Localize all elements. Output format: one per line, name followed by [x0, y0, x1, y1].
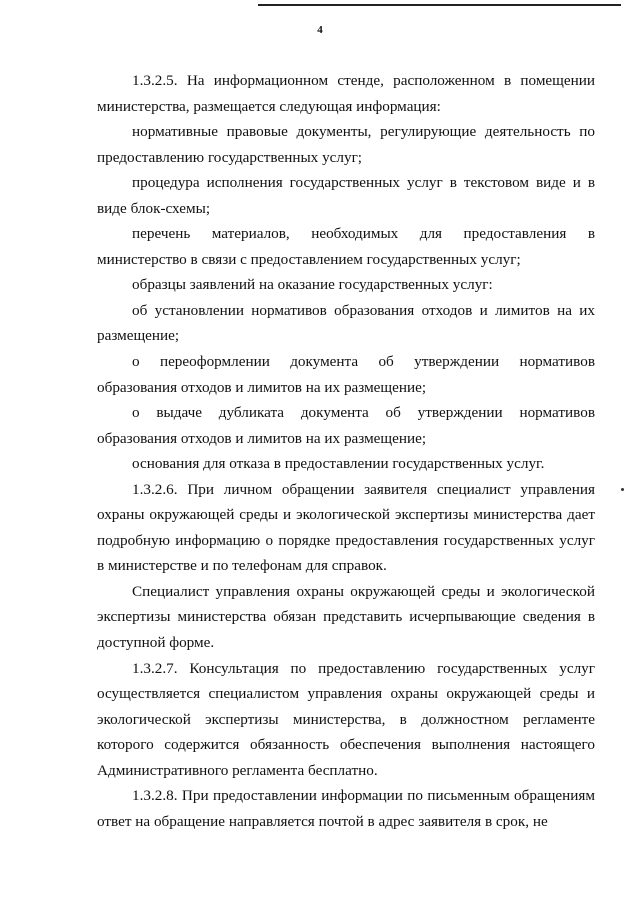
list-item-normative-documents: нормативные правовые документы, регулирующие деятельность по предоставлению государственных услуг; — [97, 123, 595, 166]
paragraph-1-3-2-8: 1.3.2.8. При предоставлении информации по письменным обращениям ответ на обращение направляется почтой в адрес заявителя в срок, не — [97, 787, 595, 830]
paragraph-1-3-2-5: 1.3.2.5. На информационном стенде, расположенном в помещении министерства, размещается следующая информация: — [97, 72, 595, 115]
scan-speck — [621, 488, 624, 491]
list-item-application-samples: образцы заявлений на оказание государственных услуг: — [132, 276, 493, 294]
list-item-reissue: о переоформлении документа об утверждении нормативов образования отходов и лимитов на их размещение; — [97, 353, 595, 396]
paragraph-1-3-2-6: 1.3.2.6. При личном обращении заявителя специалист управления охраны окружающей среды и экологической экспертизы министерства дает подробную информацию о порядке предоставления государственных услуг в министерстве и по телефонам для справок. — [97, 480, 595, 575]
list-item-establishment: об установлении нормативов образования отходов и лимитов на их размещение; — [97, 301, 595, 345]
paragraph-1-3-2-7: 1.3.2.7. Консультация по предоставлению государственных услуг осуществляется специалистом управления охраны окружающей среды и экологической экспертизы министерства, в должностном регламенте которого содержится обязанность обеспечения выполнения настоящего Административного регламента бесплатно. — [97, 659, 595, 779]
page-number: 4 — [317, 24, 323, 36]
list-item-materials: перечень материалов, необходимых для предоставления в министерство в связи с предоставлением государственных услуг; — [97, 225, 595, 268]
top-rule — [258, 4, 621, 6]
list-item-refusal-grounds: основания для отказа в предоставлении государственных услуг. — [132, 455, 545, 473]
list-item-duplicate: о выдаче дубликата документа об утверждении нормативов образования отходов и лимитов на их размещение; — [97, 404, 595, 447]
paragraph-specialist: Специалист управления охраны окружающей среды и экологической экспертизы министерства обязан представить исчерпывающие сведения в доступной форме. — [97, 582, 595, 652]
list-item-procedure: процедура исполнения государственных услуг в текстовом виде и в виде блок-схемы; — [97, 174, 595, 217]
body-text — [97, 68, 595, 834]
